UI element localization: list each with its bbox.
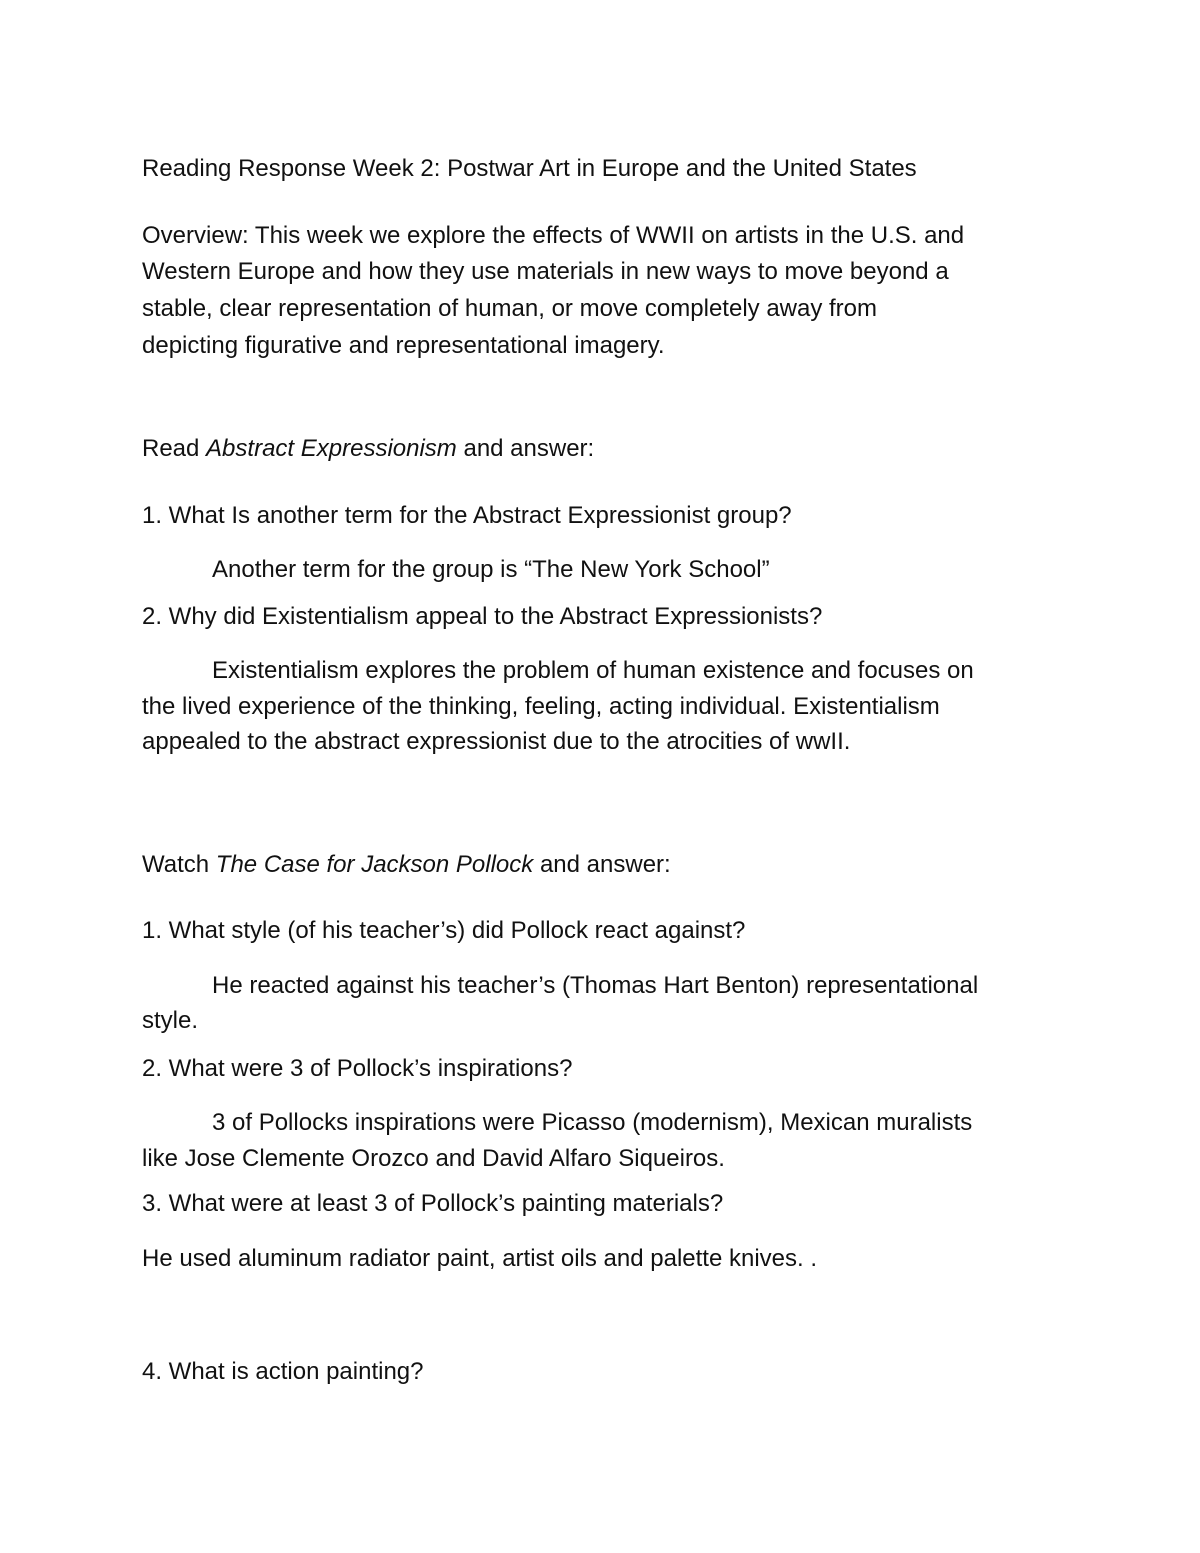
section1-answer-2-line-1: Existentialism explores the problem of human existence and focuses on [212,657,974,684]
overview-line-3: stable, clear representation of human, or move completely away from [142,295,878,322]
section2-question-1: 1. What style (of his teacher’s) did Pollock react against? [142,917,746,944]
section1-intro-after: and answer: [456,435,595,462]
document-title: Reading Response Week 2: Postwar Art in Europe and the United States [142,155,917,182]
section2-answer-2-line-2: like Jose Clemente Orozco and David Alfaro Siqueiros. [142,1145,725,1172]
section1-intro-title: Abstract Expressionism [206,435,457,462]
section2-question-2: 2. What were 3 of Pollock’s inspirations? [142,1055,573,1082]
section1-answer-2-line-2: the lived experience of the thinking, feeling, acting individual. Existentialism [142,693,940,720]
section2-answer-3: He used aluminum radiator paint, artist oils and palette knives. . [142,1245,818,1272]
section2-answer-2-line-1: 3 of Pollocks inspirations were Picasso (modernism), Mexican muralists [212,1109,973,1136]
section2-question-3: 3. What were at least 3 of Pollock’s painting materials? [142,1190,724,1217]
overview-line-1: Overview: This week we explore the effects of WWII on artists in the U.S. and [142,222,965,249]
section2-intro-title: The Case for Jackson Pollock [215,851,534,878]
overview-line-2: Western Europe and how they use materials in new ways to move beyond a [142,258,949,285]
section2-answer-1-line-1: He reacted against his teacher’s (Thomas Hart Benton) representational [212,972,979,999]
overview-line-4: depicting figurative and representational imagery. [142,332,665,359]
section1-question-1: 1. What Is another term for the Abstract Expressionist group? [142,502,792,529]
section2-answer-1-line-2: style. [142,1007,199,1034]
section2-intro-after: and answer: [533,851,671,878]
section1-answer-1: Another term for the group is “The New York School” [212,556,770,583]
section2-intro-before: Watch [142,851,216,878]
section2-intro [142,847,671,883]
section1-intro [142,431,594,467]
section1-question-2: 2. Why did Existentialism appeal to the Abstract Expressionists? [142,603,823,630]
section1-intro-before: Read [142,435,207,462]
section2-question-4: 4. What is action painting? [142,1358,424,1385]
section1-answer-2-line-3: appealed to the abstract expressionist due to the atrocities of wwII. [142,728,851,755]
